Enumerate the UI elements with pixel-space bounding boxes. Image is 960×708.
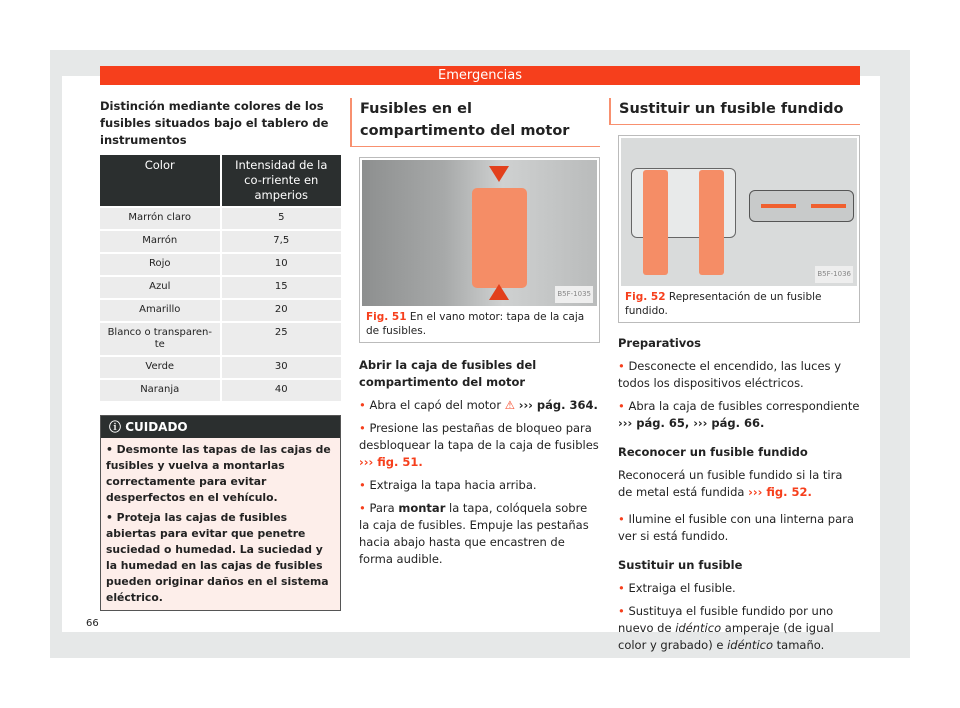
alert-icon: ⓘ bbox=[109, 420, 126, 434]
figure-code: B5F-1036 bbox=[815, 266, 853, 283]
subtitle: Reconocer un fusible fundido bbox=[618, 445, 808, 459]
amperage-cell: 25 bbox=[222, 323, 342, 355]
arrow-down-icon bbox=[489, 166, 509, 182]
list-item: • Abra el capó del motor ⚠ ››› pág. 364. bbox=[359, 398, 598, 412]
amperage-cell: 20 bbox=[222, 300, 342, 321]
list-item: • Presione las pestañas de bloqueo para desbloquear la tapa de la caja de fusibles ››› fig. 51. bbox=[359, 421, 599, 469]
blown-fuse-image bbox=[621, 138, 857, 286]
color-cell: Blanco o transparen-te bbox=[100, 323, 220, 355]
list-item: • Para montar la tapa, colóquela sobre la caja de fusibles. Empuje las pestañas hacia abajo hasta que encastren de forma audible. bbox=[359, 501, 589, 566]
table-header: Color bbox=[100, 155, 220, 206]
fuse-color-table bbox=[98, 153, 343, 403]
caution-title: ⓘ CUIDADO bbox=[101, 416, 340, 438]
section-header: Emergencias bbox=[100, 66, 860, 85]
table-row bbox=[100, 208, 341, 229]
color-cell: Rojo bbox=[100, 254, 220, 275]
list-item: • Extraiga la tapa hacia arriba. bbox=[359, 478, 537, 492]
color-cell: Azul bbox=[100, 277, 220, 298]
color-cell: Naranja bbox=[100, 380, 220, 401]
amperage-cell: 5 bbox=[222, 208, 342, 229]
page-number: 66 bbox=[86, 618, 99, 629]
amperage-cell: 40 bbox=[222, 380, 342, 401]
page-link[interactable]: ››› pág. 65, ››› pág. 66. bbox=[618, 416, 765, 430]
table-row bbox=[100, 323, 341, 355]
figure-52 bbox=[618, 135, 860, 323]
arrow-up-icon bbox=[489, 284, 509, 300]
engine-fuse-box-image bbox=[362, 160, 597, 306]
color-cell: Marrón claro bbox=[100, 208, 220, 229]
list-item: • Abra la caja de fusibles correspondiente ››› pág. 65, ››› pág. 66. bbox=[618, 399, 860, 430]
table-row bbox=[100, 300, 341, 321]
list-item: • Desconecte el encendido, las luces y todos los dispositivos eléctricos. bbox=[618, 359, 842, 390]
caution-item: • Proteja las cajas de fusibles abiertas para evitar que penetre suciedad o humedad. La suciedad y la humedad en las cajas de fusibles pueden originar daños en el sistema eléctrico. bbox=[106, 511, 329, 604]
color-cell: Verde bbox=[100, 357, 220, 378]
table-row bbox=[100, 357, 341, 378]
amperage-cell: 10 bbox=[222, 254, 342, 275]
color-cell: Amarillo bbox=[100, 300, 220, 321]
amperage-cell: 15 bbox=[222, 277, 342, 298]
paragraph: Reconocerá un fusible fundido si la tira de metal está fundida ››› fig. 52. bbox=[618, 468, 843, 499]
color-cell: Marrón bbox=[100, 231, 220, 252]
page-link[interactable]: ››› pág. 364. bbox=[518, 398, 598, 412]
left-column bbox=[100, 98, 341, 611]
section-title: Fusibles en el compartimento del motor bbox=[350, 98, 600, 147]
figure-link[interactable]: ››› fig. 52. bbox=[748, 485, 812, 499]
section-title: Sustituir un fusible fundido bbox=[609, 98, 860, 125]
amperage-cell: 30 bbox=[222, 357, 342, 378]
subtitle: Abrir la caja de fusibles del compartimento del motor bbox=[359, 358, 537, 389]
table-header: Intensidad de la co-rriente en amperios bbox=[222, 155, 342, 206]
caution-item: • Desmonte las tapas de las cajas de fusibles y vuelva a montarlas correctamente para evitar desperfectos en el vehículo. bbox=[106, 443, 331, 504]
amperage-cell: 7,5 bbox=[222, 231, 342, 252]
caution-box bbox=[100, 415, 341, 611]
list-item: • Ilumine el fusible con una linterna para ver si está fundido. bbox=[618, 512, 854, 543]
subtitle: Preparativos bbox=[618, 336, 702, 350]
table-row bbox=[100, 254, 341, 275]
table-row bbox=[100, 277, 341, 298]
list-item: • Extraiga el fusible. bbox=[618, 581, 736, 595]
subtitle: Sustituir un fusible bbox=[618, 558, 743, 572]
table-row bbox=[100, 231, 341, 252]
table-title: Distinción mediante colores de los fusibles situados bajo el tablero de instrumentos bbox=[100, 99, 329, 147]
figure-link[interactable]: ››› fig. 51. bbox=[359, 455, 423, 469]
table-row bbox=[100, 380, 341, 401]
figure-caption: Fig. 51 En el vano motor: tapa de la caja de fusibles. bbox=[366, 311, 585, 337]
middle-column bbox=[359, 98, 600, 568]
figure-51 bbox=[359, 157, 600, 343]
right-column bbox=[618, 98, 860, 654]
figure-caption: Fig. 52 Representación de un fusible fundido. bbox=[625, 291, 822, 317]
warning-icon: ⚠ bbox=[504, 398, 516, 412]
list-item: • Sustituya el fusible fundido por uno nuevo de idéntico amperaje (de igual color y grabado) e idéntico tamaño. bbox=[618, 604, 834, 652]
figure-code: B5F-1035 bbox=[555, 286, 593, 303]
